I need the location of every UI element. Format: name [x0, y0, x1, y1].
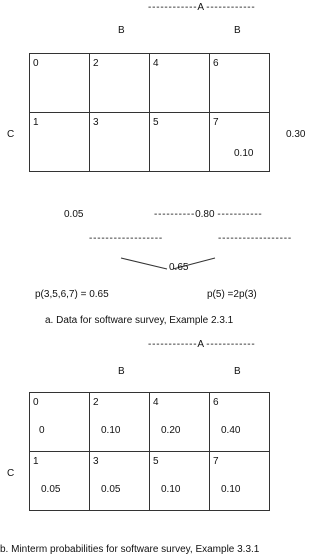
- grid-cell: [90, 113, 150, 172]
- grid-cell: [150, 54, 210, 113]
- right-dash-line: - - - - - - - - - - - - - - - - - -: [218, 233, 291, 244]
- cell-value: 0.10: [234, 148, 254, 159]
- column-label-b-1: B: [118, 366, 125, 377]
- cell-value: 0: [39, 425, 45, 436]
- cell-value: 0.20: [161, 425, 181, 436]
- mid-probability: 0.80: [195, 209, 215, 220]
- cell-value: 0.05: [101, 484, 121, 495]
- equation-left: p(3,5,6,7) = 0.65: [35, 289, 109, 300]
- right-marginal-value: 0.30: [286, 129, 306, 140]
- bracket-value: 0.65: [169, 262, 189, 273]
- cell-index: 6: [213, 397, 219, 408]
- karnaugh-grid-a: [29, 53, 270, 172]
- cell-value: 0.10: [101, 425, 121, 436]
- grid-cell: [150, 452, 210, 511]
- grid-row: [30, 452, 270, 511]
- cell-index: 3: [93, 456, 99, 467]
- b-bracket: - - - - - - - - - - - - A - - - - - - - - - - - -: [148, 339, 254, 350]
- column-label-b-2: B: [234, 366, 241, 377]
- row-label-c: C: [7, 468, 15, 479]
- a-bracket: - - - - - - - - - - - - A - - - - - - - - - - - -: [148, 2, 254, 13]
- cell-value: 0.05: [41, 484, 61, 495]
- mid-probability-bracket: - - - - - - - - - - 0.80 - - - - - - - - - - -: [154, 209, 261, 220]
- cell-value: 0.10: [221, 484, 241, 495]
- cell-index: 3: [93, 117, 99, 128]
- caption-a: a. Data for software survey, Example 2.3.1: [45, 315, 234, 326]
- cell-index: 1: [33, 456, 39, 467]
- grid-cell: [30, 393, 90, 452]
- cell-index: 4: [153, 397, 159, 408]
- grid-cell: [210, 393, 270, 452]
- grid-cell: [30, 113, 90, 172]
- caption-b: b. Minterm probabilities for software survey, Example 3.3.1: [0, 544, 260, 555]
- cell-index: 6: [213, 58, 219, 69]
- cell-index: 7: [213, 117, 219, 128]
- cell-index: 5: [153, 456, 159, 467]
- grid-cell: [30, 54, 90, 113]
- cell-index: 4: [153, 58, 159, 69]
- grid-row: [30, 393, 270, 452]
- cell-index: 7: [213, 456, 219, 467]
- cell-index: 5: [153, 117, 159, 128]
- variable-a-label: A: [197, 339, 204, 350]
- grid-cell: [150, 393, 210, 452]
- grid-cell: [150, 113, 210, 172]
- grid-row: [30, 54, 270, 113]
- karnaugh-grid-b: [29, 392, 270, 511]
- grid-cell: [210, 54, 270, 113]
- cell-index: 2: [93, 397, 99, 408]
- grid-cell: [210, 452, 270, 511]
- cell-value: 0.40: [221, 425, 241, 436]
- cell-index: 2: [93, 58, 99, 69]
- grid-cell: [90, 452, 150, 511]
- cell-index: 0: [33, 58, 39, 69]
- row-label-c: C: [7, 129, 15, 140]
- cell-value: 0.10: [161, 484, 181, 495]
- grid-cell: [30, 452, 90, 511]
- cell-index: 0: [33, 397, 39, 408]
- variable-a-label: A: [197, 2, 204, 13]
- grid-cell: [210, 113, 270, 172]
- left-probability: 0.05: [64, 209, 84, 220]
- grid-cell: [90, 393, 150, 452]
- equation-right: p(5) =2p(3): [207, 289, 257, 300]
- grid-cell: [90, 54, 150, 113]
- column-label-b-1: B: [118, 25, 125, 36]
- left-dash-line: - - - - - - - - - - - - - - - - - -: [89, 233, 162, 244]
- grid-row: [30, 113, 270, 172]
- cell-index: 1: [33, 117, 39, 128]
- bracket-connector: [115, 252, 220, 272]
- column-label-b-2: B: [234, 25, 241, 36]
